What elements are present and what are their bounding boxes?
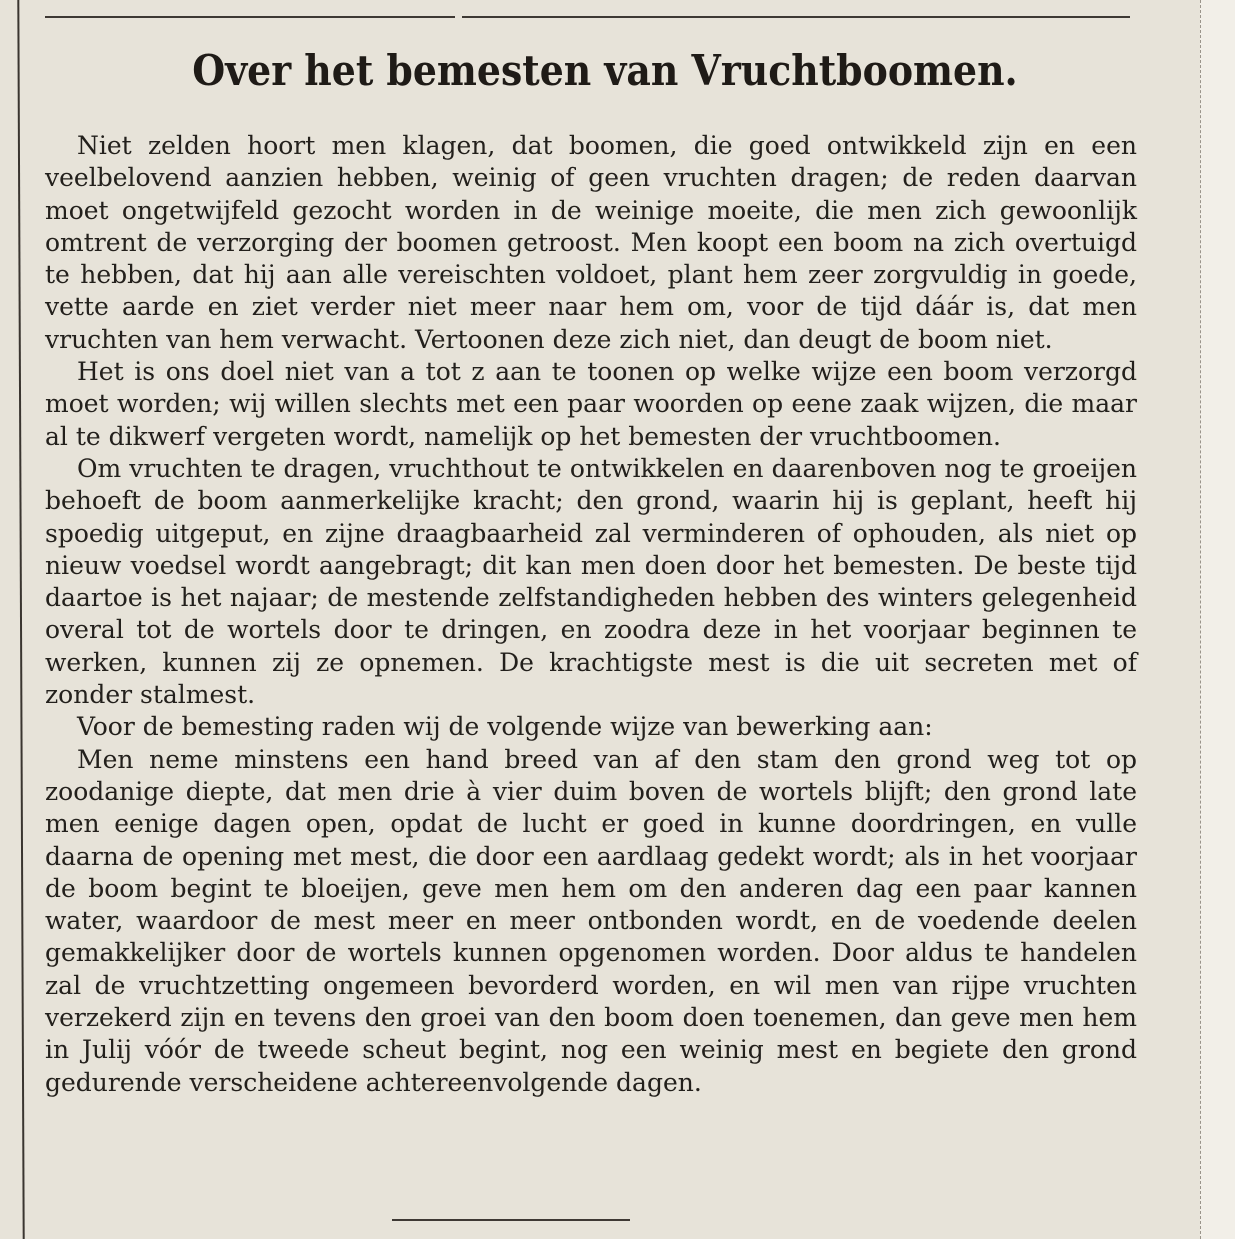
left-margin-rule — [17, 0, 24, 1239]
page-edge — [1200, 0, 1235, 1239]
top-divider-left — [45, 16, 455, 18]
top-divider-right — [462, 16, 1130, 18]
bottom-divider — [392, 1219, 630, 1221]
paragraph-4: Voor de bemesting raden wij de volgende wijze van bewerking aan: — [77, 712, 933, 742]
paragraph-5: Men neme minstens een hand breed van af den stam den grond weg tot op zoodanige diepte, dat men drie à vier duim boven de wortels blijft; den grond late men eenige dagen open, opdat de lucht er goed in kunne doordringen, en vulle daarna de opening met mest, die door een aardlaag gedekt wordt; als in het voorjaar de boom begint te bloeijen, geve men hem om den anderen dag een paar kannen water, waardoor de mest meer en meer ontbonden wordt, en de voedende deelen gemakkelijker door de wortels kunnen opgenomen worden. Door aldus te handelen zal de vruchtzetting ongemeen bevorderd worden, en wil men van rijpe vruchten verzekerd zijn en tevens den groei van den boom doen toenemen, dan geve men hem in Julij vóór de tweede scheut begint, nog een weinig mest en begiete den grond gedurende verscheidene achtereenvolgende dagen. — [45, 744, 1137, 1097]
paragraph-1: Niet zelden hoort men klagen, dat boomen, die goed ontwikkeld zijn en een veelbelovend aanzien hebben, weinig of geen vruchten dragen; de reden daarvan moet ongetwijfeld gezocht worden in de weinige moeite, die men zich gewoonlijk omtrent de verzorging der boomen getroost. Men koopt een boom na zich overtuigd te hebben, dat hij aan alle vereischten voldoet, plant hem zeer zorgvuldig in goede, vette aarde en ziet verder niet meer naar hem om, voor de tijd dáár is, dat men vruchten van hem verwacht. Vertoonen deze zich niet, dan deugt de boom niet. — [45, 131, 1137, 354]
paragraph-2: Het is ons doel niet van a tot z aan te toonen op welke wijze een boom verzorgd moet worden; wij willen slechts met een paar woorden op eene zaak wijzen, die maar al te dikwerf vergeten wordt, namelijk op het bemesten der vruchtboomen. — [45, 357, 1137, 451]
article-title: Over het bemesten van Vruchtboomen. — [192, 46, 1018, 95]
article-body — [45, 130, 1137, 1099]
paragraph-3: Om vruchten te dragen, vruchthout te ontwikkelen en daarenboven nog te groeijen behoeft de boom aanmerkelijke kracht; den grond, waarin hij is geplant, heeft hij spoedig uitgeput, en zijne draagbaarheid zal verminderen of ophouden, als niet op nieuw voedsel wordt aangebragt; dit kan men doen door het bemesten. De beste tijd daartoe is het najaar; de mestende zelfstandigheden hebben des winters gelegenheid overal tot de wortels door te dringen, en zoodra deze in het voorjaar beginnen te werken, kunnen zij ze opnemen. De krachtigste mest is die uit secreten met of zonder stalmest. — [45, 453, 1137, 710]
